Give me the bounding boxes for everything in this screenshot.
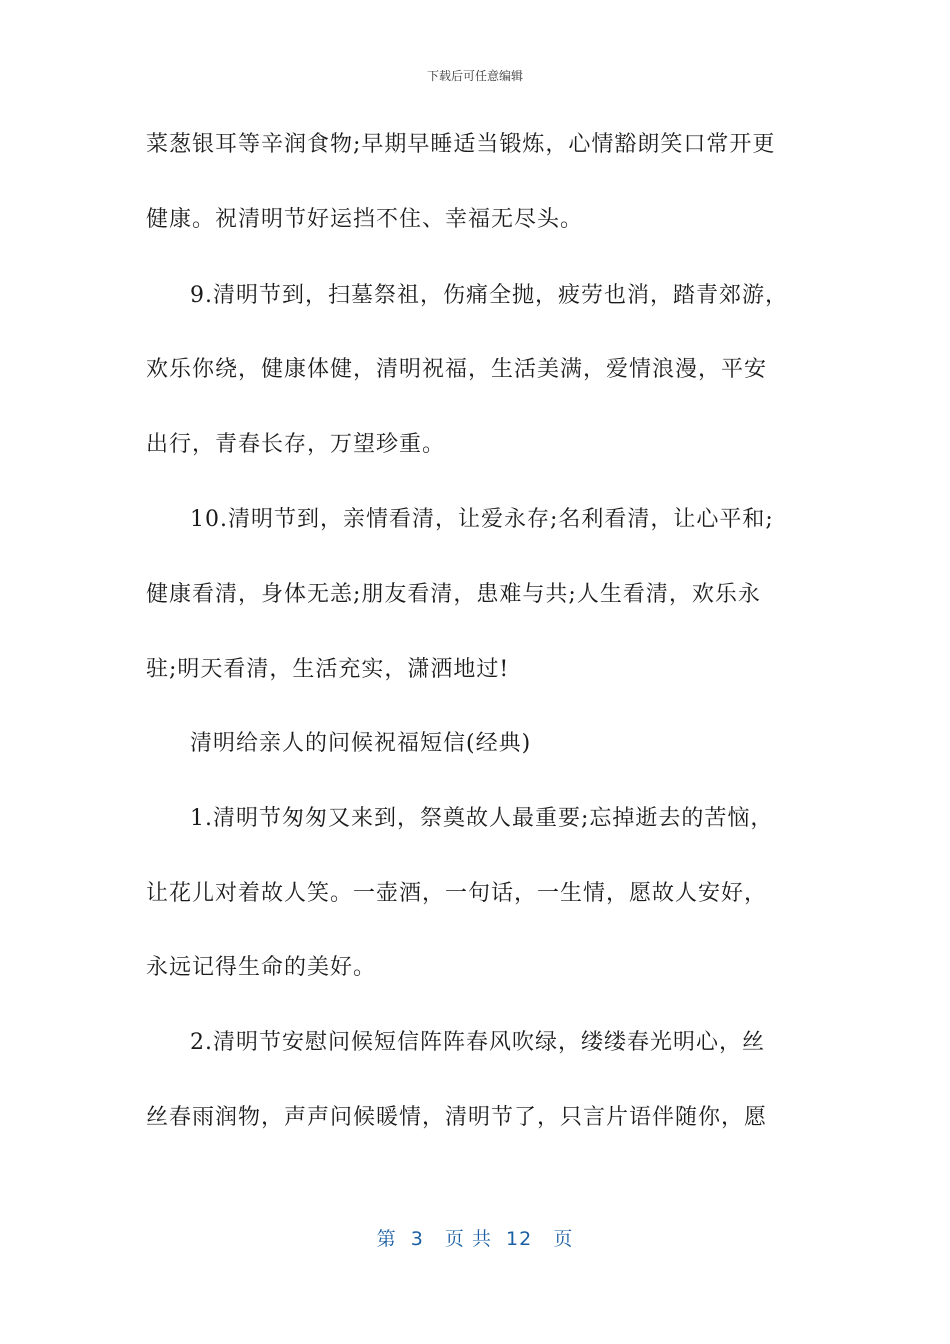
paragraph-line: 2.清明节安慰问候短信阵阵春风吹绿，缕缕春光明心，丝 xyxy=(190,1030,765,1055)
paragraph-line: 驻;明天看清，生活充实，潇洒地过! xyxy=(146,657,510,682)
paragraph-line: 永远记得生命的美好。 xyxy=(146,955,377,980)
paragraph-line: 欢乐你绕，健康体健，清明祝福，生活美满，爱情浪漫，平安 xyxy=(146,357,768,382)
paragraph-line: 9.清明节到，扫墓祭祖，伤痛全抛，疲劳也消，踏青郊游， xyxy=(190,283,788,308)
paragraph-line: 10.清明节到，亲情看清，让爱永存;名利看清，让心平和; xyxy=(190,507,774,532)
paragraph-line: 健康。祝清明节好运挡不住、幸福无尽头。 xyxy=(146,207,584,232)
page-header: 下载后可任意编辑 xyxy=(426,69,523,83)
section-heading: 清明给亲人的问候祝福短信(经典) xyxy=(190,731,532,756)
paragraph-line: 菜葱银耳等辛润食物;早期早睡适当锻炼，心情豁朗笑口常开更 xyxy=(146,132,776,157)
paragraph-line: 健康看清，身体无恙;朋友看清，患难与共;人生看清，欢乐永 xyxy=(146,582,761,607)
paragraph-line: 出行，青春长存，万望珍重。 xyxy=(146,432,446,457)
paragraph-line: 丝春雨润物，声声问候暖情，清明节了，只言片语伴随你，愿 xyxy=(146,1105,768,1130)
paragraph-line: 让花儿对着故人笑。一壶酒，一句话，一生情，愿故人安好， xyxy=(146,881,768,906)
page-number-footer: 第 3 页 共 12 页 xyxy=(376,1228,574,1250)
paragraph-line: 1.清明节匆匆又来到，祭奠故人最重要;忘掉逝去的苦恼， xyxy=(190,806,774,831)
